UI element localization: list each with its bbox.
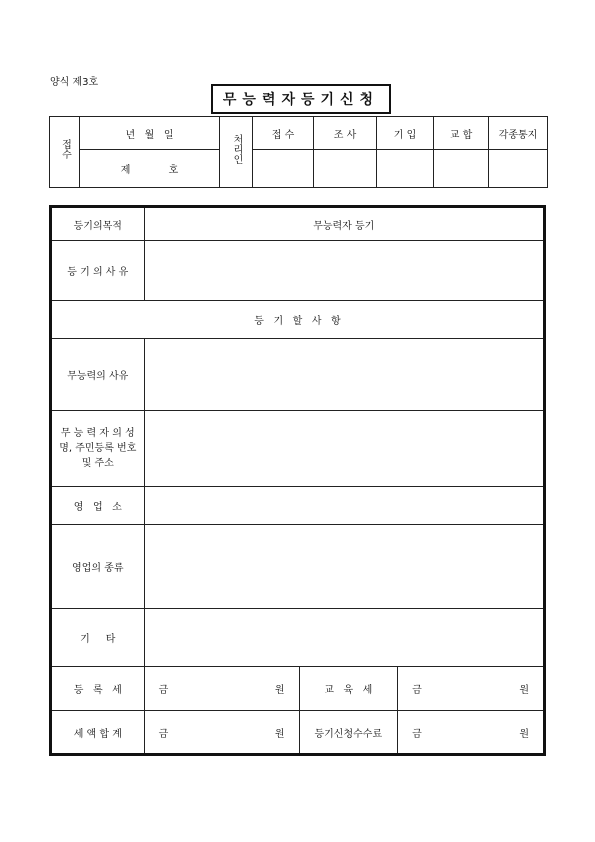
col-receipt: 접 수 (253, 117, 314, 150)
cause-label: 등 기 의 사 유 (51, 241, 145, 301)
col-notice: 각종통지 (489, 117, 548, 150)
cell-check[interactable] (434, 150, 489, 188)
total-tax-label: 세 액 합 계 (51, 711, 145, 755)
col-check: 교 합 (434, 117, 489, 150)
reg-tax-label: 등 록 세 (51, 667, 145, 711)
application-table (49, 205, 546, 756)
business-type-field[interactable] (144, 525, 544, 609)
receipt-number: 제 호 (80, 150, 220, 188)
col-entry: 기 입 (377, 117, 434, 150)
purpose-label: 등기의목적 (51, 207, 145, 241)
total-tax-amount[interactable]: 금 원 (144, 711, 299, 755)
cell-notice[interactable] (489, 150, 548, 188)
business-office-label: 영 업 소 (51, 487, 145, 525)
business-office-field[interactable] (144, 487, 544, 525)
other-label: 기 타 (51, 609, 145, 667)
other-field[interactable] (144, 609, 544, 667)
receipt-date: 년 월 일 (80, 117, 220, 150)
fee-amount[interactable]: 금 원 (398, 711, 545, 755)
receipt-label: 접수 (50, 117, 80, 188)
person-label: 무 능 력 자 의 성명, 주민등록 번호 및 주소 (51, 411, 145, 487)
purpose-value: 무능력자 등기 (144, 207, 544, 241)
receipt-table (49, 116, 548, 188)
reg-tax-amount[interactable]: 금 원 (144, 667, 299, 711)
processing-label: 처리인 (220, 117, 253, 188)
edu-tax-label: 교 육 세 (299, 667, 398, 711)
person-field[interactable] (144, 411, 544, 487)
section-title: 등 기 할 사 항 (51, 301, 545, 339)
cell-entry[interactable] (377, 150, 434, 188)
edu-tax-amount[interactable]: 금 원 (398, 667, 545, 711)
incapacity-reason-label: 무능력의 사유 (51, 339, 145, 411)
cause-field[interactable] (144, 241, 544, 301)
form-number: 양식 제3호 (50, 77, 99, 88)
business-type-label: 영업의 종류 (51, 525, 145, 609)
fee-label: 등기신청수수료 (299, 711, 398, 755)
cell-investigate[interactable] (314, 150, 377, 188)
form-title: 무능력자등기신청 (211, 84, 391, 114)
incapacity-reason-field[interactable] (144, 339, 544, 411)
col-investigate: 조 사 (314, 117, 377, 150)
cell-receipt[interactable] (253, 150, 314, 188)
